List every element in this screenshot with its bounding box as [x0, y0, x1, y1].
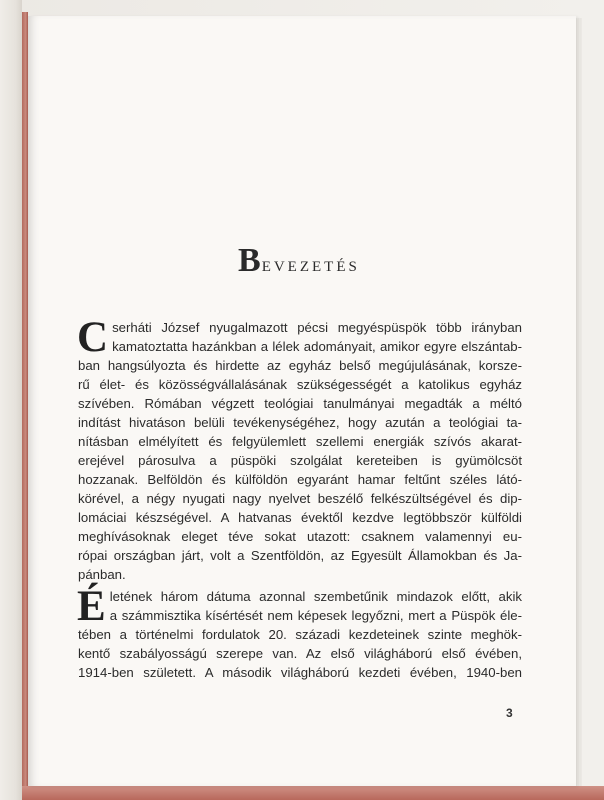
paragraph-one [77, 314, 522, 584]
paragraph-two [77, 583, 522, 682]
paragraph-line: pánban. [78, 567, 126, 582]
paragraph-line: a számmisztika kísértését nem képesek legyőzni, mert a Püspök éle- [109, 608, 522, 623]
paragraph-line: kentő szabályosságú szerepe van. Az első világháború első évében, [78, 646, 522, 661]
paragraph-two-dropcap: É [77, 583, 106, 630]
paragraph-line: letének három dátuma azonnal szembetűnik mindazok előtt, akik [109, 589, 522, 604]
paragraph-line: rű élet- és közösségvállalásának szükségességét a katolikus egyház [78, 377, 522, 392]
book-cover-bottom-edge [22, 786, 604, 800]
page-number: 3 [506, 706, 513, 720]
paragraph-line: ban hangsúlyozta és hirdette az egyház belső megújulásának, korsze- [78, 358, 522, 373]
paragraph-line: meghívásoknak eleget téve sokat utazott: csaknem valamennyi eu- [78, 529, 522, 544]
left-page-edge [0, 0, 22, 800]
paragraph-line: kamatoztatta hazánkban a lélek adományait, amikor egyre elszántab- [112, 339, 522, 354]
page-stack-edge [576, 18, 582, 786]
paragraph-line: nításban elmélyített és felgyülemlett szellemi energiák szívós akarat- [78, 434, 522, 449]
paragraph-line: lomáciai készségével. A hatvanas évektől kezdve legtöbbször külföldi [78, 510, 522, 525]
paragraph-line: szívében. Rómában végzett teológiai tanulmányai megadták a méltó [78, 396, 522, 411]
paragraph-line: erejével párosulva a püspöki szolgálat kereteiben is gyümölcsöt [78, 453, 522, 468]
paragraph-one-dropcap: C [77, 314, 109, 361]
chapter-title-initial: B [238, 242, 261, 279]
paragraph-line: rópai országban járt, volt a Szentföldön, az Egyesült Államokban és Ja- [78, 548, 522, 563]
paragraph-line: tében a történelmi fordulatok 20. századi kezdeteinek szinte meghök- [78, 627, 522, 642]
chapter-title-rest: EVEZETÉS [261, 259, 360, 275]
paragraph-line: 1914-ben született. A második világháború kezdeti évében, 1940-ben [78, 665, 522, 680]
paragraph-line: körével, a négy nyugati nagy nyelvet beszélő felkészültségével és dip- [78, 491, 522, 506]
paragraph-line: serháti József nyugalmazott pécsi megyéspüspök több irányban [112, 320, 522, 335]
chapter-title [238, 242, 418, 280]
paragraph-line: indítást hivatáson belüli tevékenységéhez, hogy azután a teológiai ta- [78, 415, 522, 430]
paragraph-line: hozzanak. Belföldön és külföldön egyaránt hamar feltűnt széles látó- [78, 472, 522, 487]
